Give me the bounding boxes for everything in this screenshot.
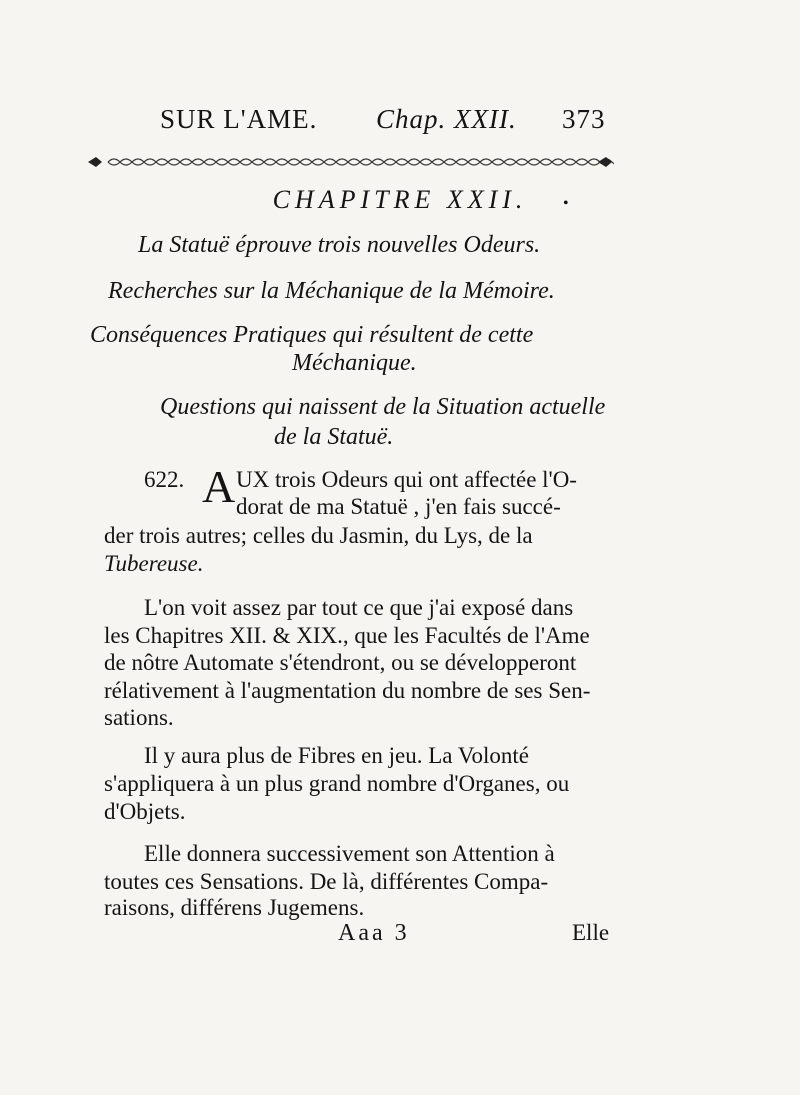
para1-line-4: Tubereuse.: [104, 551, 204, 576]
para3-line-1: Il y aura plus de Fibres en jeu. La Volonté: [144, 743, 529, 768]
para2-line-5: sations.: [104, 705, 174, 730]
para1-line-3: der trois autres; celles du Jasmin, du Lys, de la: [104, 523, 533, 548]
ink-dot: •: [563, 195, 569, 212]
summary-line-5: Questions qui naissent de la Situation actuelle: [160, 394, 606, 420]
running-title: SUR L'AME.: [160, 104, 318, 134]
para1-line-2: dorat de ma Statuë , j'en fais succé-: [236, 494, 561, 519]
running-chapter: Chap. XXII.: [376, 104, 517, 134]
summary-line-4: Méchanique.: [292, 350, 417, 376]
para4-line-1: Elle donnera successivement son Attention à: [144, 841, 555, 866]
paragraph-number: 622.: [144, 467, 185, 492]
para3-line-2: s'appliquera à un plus grand nombre d'Organes, ou: [104, 771, 570, 796]
para4-line-3: raisons, différens Jugemens.: [104, 895, 365, 920]
para2-line-3: de nôtre Automate s'étendront, ou se développeront: [104, 650, 577, 675]
ornament-rule: [86, 151, 614, 173]
catchword: Elle: [572, 920, 610, 945]
summary-line-3: Conséquences Pratiques qui résultent de cette: [90, 322, 534, 348]
page-number: 373: [562, 104, 606, 134]
para4-line-2: toutes ces Sensations. De là, différentes Compa-: [104, 869, 549, 894]
para3-line-3: d'Objets.: [104, 799, 186, 824]
para2-line-2: les Chapitres XII. & XIX., que les Facultés de l'Ame: [104, 623, 590, 648]
summary-line-1: La Statuë éprouve trois nouvelles Odeurs.: [138, 232, 541, 258]
chapter-title: CHAPITRE XXII.: [272, 185, 528, 214]
summary-line-2: Recherches sur la Méchanique de la Mémoire.: [108, 278, 555, 304]
para2-line-1: L'on voit assez par tout ce que j'ai exposé dans: [144, 595, 574, 620]
signature-mark: Aaa 3: [338, 920, 410, 946]
summary-line-6: de la Statuë.: [274, 424, 394, 450]
drop-cap: A: [202, 461, 236, 512]
para1-line-1: UX trois Odeurs qui ont affectée l'O-: [236, 467, 577, 492]
para2-line-4: rélativement à l'augmentation du nombre de ses Sen-: [104, 678, 591, 703]
